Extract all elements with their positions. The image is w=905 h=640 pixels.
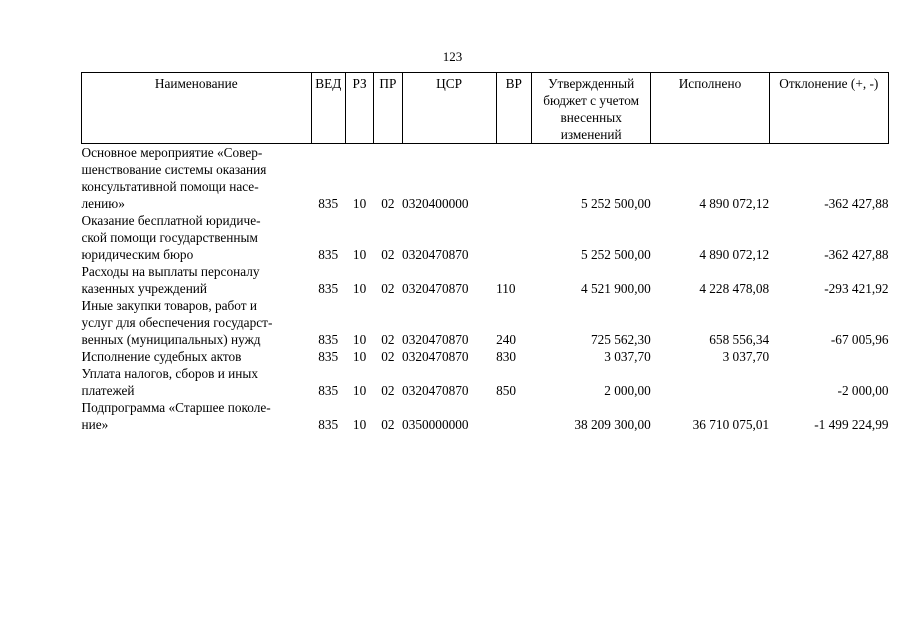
cell-deviation: -293 421,92 <box>824 281 889 296</box>
table-row <box>82 263 889 297</box>
table-row <box>82 365 889 399</box>
cell-csr: 0320470870 <box>402 247 469 262</box>
cell-pr: 02 <box>381 349 395 364</box>
cell-ved: 835 <box>318 196 339 211</box>
cell-approved: 5 252 500,00 <box>581 196 651 211</box>
cell-vr <box>496 144 531 213</box>
cell-deviation: -362 427,88 <box>824 247 889 262</box>
cell-name <box>82 263 312 297</box>
cell-rz: 10 <box>352 383 367 398</box>
cell-deviation: -362 427,88 <box>824 196 889 211</box>
header-vr: ВР <box>496 73 531 144</box>
table-header-row <box>82 73 889 144</box>
cell-pr: 02 <box>381 417 395 432</box>
cell-rz: 10 <box>352 196 367 211</box>
cell-pr: 02 <box>381 383 395 398</box>
header-pr: ПР <box>374 73 402 144</box>
cell-executed: 4 890 072,12 <box>699 196 770 211</box>
cell-name-line: Исполнение судебных актов <box>81 349 242 364</box>
cell-name-line: платежей <box>81 383 135 398</box>
header-executed: Исполнено <box>651 73 769 144</box>
cell-csr: 0320470870 <box>402 281 469 296</box>
cell-csr: 0320470870 <box>402 383 469 398</box>
cell-vr: 110 <box>496 281 516 296</box>
cell-vr: 240 <box>496 332 517 347</box>
cell-pr: 02 <box>381 196 395 211</box>
cell-vr: 830 <box>496 349 517 364</box>
cell-executed: 4 228 478,08 <box>699 281 770 296</box>
cell-pr: 02 <box>381 281 395 296</box>
cell-name-line: ской помощи государственным <box>81 230 258 245</box>
cell-deviation: -67 005,96 <box>830 332 889 347</box>
cell-rz: 10 <box>352 281 367 296</box>
cell-csr: 0320470870 <box>402 332 469 347</box>
cell-name-line: Основное мероприятие «Совер- <box>81 145 263 160</box>
header-ved: ВЕД <box>311 73 345 144</box>
header-deviation: Отклонение (+, -) <box>769 73 888 144</box>
cell-name-line: лению» <box>81 196 125 211</box>
cell-approved: 4 521 900,00 <box>581 281 651 296</box>
cell-executed <box>651 365 769 399</box>
cell-ved: 835 <box>318 332 339 347</box>
cell-approved: 38 209 300,00 <box>574 417 651 432</box>
cell-rz: 10 <box>352 417 367 432</box>
cell-name <box>82 144 312 213</box>
cell-name <box>82 365 312 399</box>
cell-name-line: юридическим бюро <box>81 247 194 262</box>
cell-name <box>82 399 312 433</box>
cell-ved: 835 <box>318 383 339 398</box>
cell-csr: 0320400000 <box>402 196 469 211</box>
cell-rz: 10 <box>352 247 367 262</box>
cell-deviation <box>769 348 888 365</box>
cell-name <box>82 297 312 348</box>
cell-name-line: Расходы на выплаты персоналу <box>81 264 260 279</box>
cell-ved: 835 <box>318 349 339 364</box>
cell-name-line: консультативной помощи насе- <box>81 179 259 194</box>
cell-name <box>82 212 312 263</box>
cell-approved: 725 562,30 <box>590 332 651 347</box>
table-body <box>82 144 889 434</box>
cell-vr: 850 <box>496 383 517 398</box>
header-name: Наименование <box>82 73 312 144</box>
cell-csr: 0320470870 <box>402 349 469 364</box>
cell-approved: 3 037,70 <box>604 349 651 364</box>
cell-name-line: ние» <box>81 417 109 432</box>
cell-approved: 5 252 500,00 <box>581 247 651 262</box>
cell-ved: 835 <box>318 281 339 296</box>
cell-deviation: -1 499 224,99 <box>814 417 889 432</box>
cell-executed: 3 037,70 <box>722 349 770 364</box>
table-row <box>82 212 889 263</box>
cell-name-line: Уплата налогов, сборов и иных <box>81 366 259 381</box>
header-csr: ЦСР <box>402 73 496 144</box>
cell-executed: 36 710 075,01 <box>692 417 770 432</box>
cell-pr: 02 <box>381 247 395 262</box>
cell-name-line: Подпрограмма «Старшее поколе- <box>81 400 271 415</box>
cell-ved: 835 <box>318 247 339 262</box>
cell-ved: 835 <box>318 417 339 432</box>
cell-name-line: Иные закупки товаров, работ и <box>81 298 258 313</box>
table-row <box>82 399 889 433</box>
budget-execution-table <box>81 72 889 433</box>
cell-name-line: шенствование системы оказания <box>81 162 267 177</box>
table-row <box>82 297 889 348</box>
cell-rz: 10 <box>352 332 367 347</box>
page-number: 123 <box>442 49 463 64</box>
cell-deviation: -2 000,00 <box>837 383 889 398</box>
header-approved: Утвержденный бюджет с учетом внесенных изменений <box>531 73 650 144</box>
header-rz: РЗ <box>345 73 373 144</box>
cell-executed: 4 890 072,12 <box>699 247 770 262</box>
cell-name-line: услуг для обеспечения государст- <box>81 315 273 330</box>
cell-executed: 658 556,34 <box>709 332 770 347</box>
cell-csr: 0350000000 <box>402 417 469 432</box>
cell-approved: 2 000,00 <box>604 383 651 398</box>
cell-vr <box>496 399 531 433</box>
cell-name <box>82 348 312 365</box>
cell-vr <box>496 212 531 263</box>
table-row <box>82 348 889 365</box>
cell-pr: 02 <box>381 332 395 347</box>
cell-name-line: венных (муниципальных) нужд <box>81 332 261 347</box>
table-row <box>82 144 889 213</box>
cell-rz: 10 <box>352 349 367 364</box>
cell-name-line: Оказание бесплатной юридиче- <box>81 213 261 228</box>
cell-name-line: казенных учреждений <box>81 281 208 296</box>
